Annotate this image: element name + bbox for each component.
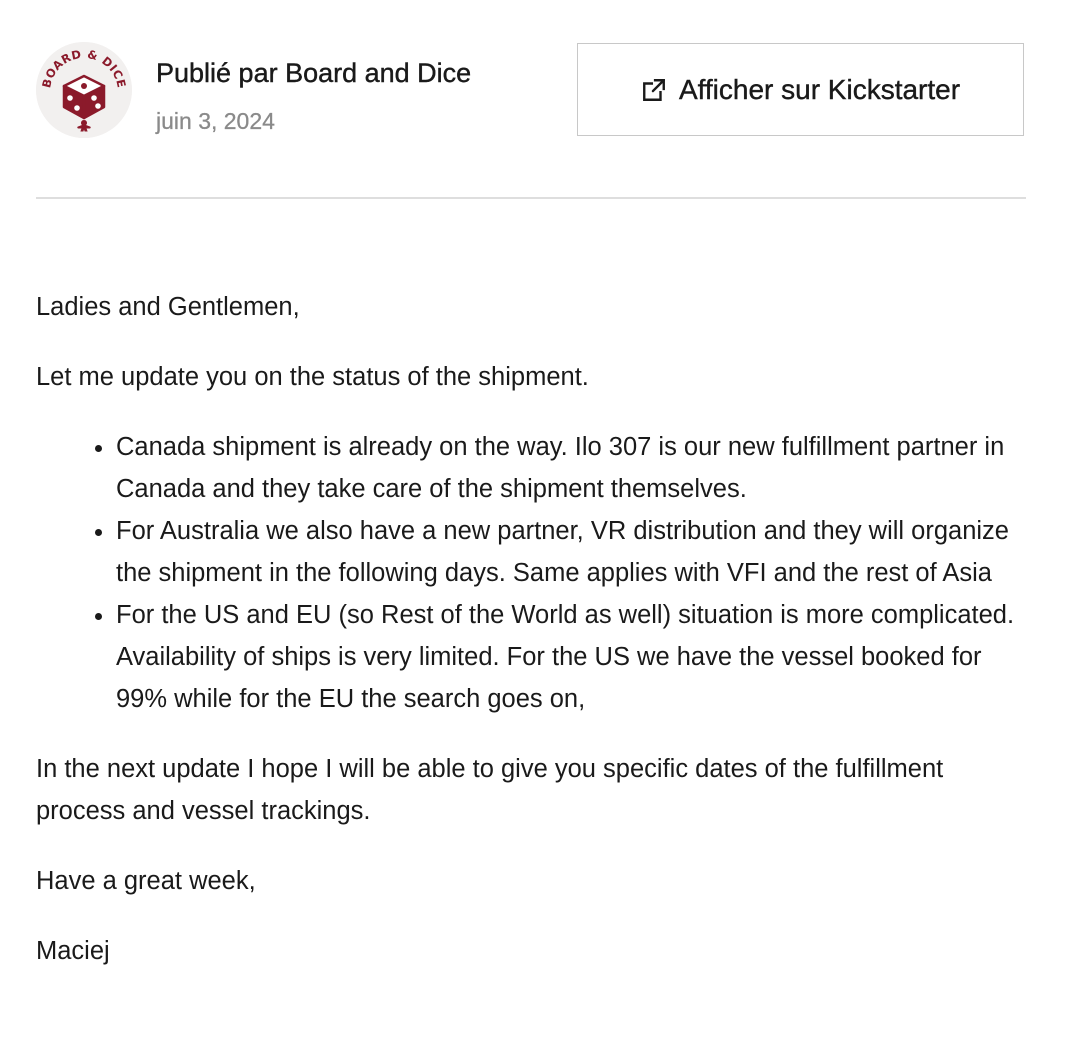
view-on-kickstarter-label: Afficher sur Kickstarter bbox=[678, 73, 961, 105]
list-item-canada: • Canada shipment is already on the way. Ilo 307 is our new fulfillment partner in Canada and they take care of the shipment themselves. bbox=[116, 426, 1026, 510]
intro-text: Let me update you on the status of the shipment. bbox=[36, 363, 589, 391]
board-and-dice-logo-icon bbox=[36, 42, 132, 138]
list-item-australia: • For Australia we also have a new partner, VR distribution and they will organize the shipment in the following days. Same applies with VFI and the rest of Asia bbox=[116, 510, 1026, 594]
view-on-kickstarter-button[interactable] bbox=[577, 43, 1024, 136]
header-divider bbox=[36, 197, 1026, 199]
greeting-text: Ladies and Gentlemen, bbox=[36, 293, 300, 321]
post-date: juin 3, 2024 bbox=[156, 108, 275, 134]
update-header bbox=[36, 42, 1026, 142]
list-item-us-eu: • For the US and EU (so Rest of the World as well) situation is more complicated. Availability of ships is very limited. For the US we have the vessel booked for 99% while for the EU the search goes on, bbox=[116, 594, 1026, 720]
next-update-text: In the next update I hope I will be able to give you specific dates of the fulfillment process and vessel trackings. bbox=[36, 755, 944, 825]
signature-text: Maciej bbox=[36, 937, 110, 965]
closing-text: Have a great week, bbox=[36, 867, 256, 895]
avatar[interactable] bbox=[36, 42, 132, 138]
shipment-status-list bbox=[36, 426, 1026, 720]
avatar-logo-text: BOARD & DICE bbox=[39, 46, 129, 90]
update-body bbox=[36, 286, 1026, 972]
external-link-icon bbox=[641, 77, 667, 103]
author-name[interactable]: Publié par Board and Dice bbox=[156, 58, 472, 88]
